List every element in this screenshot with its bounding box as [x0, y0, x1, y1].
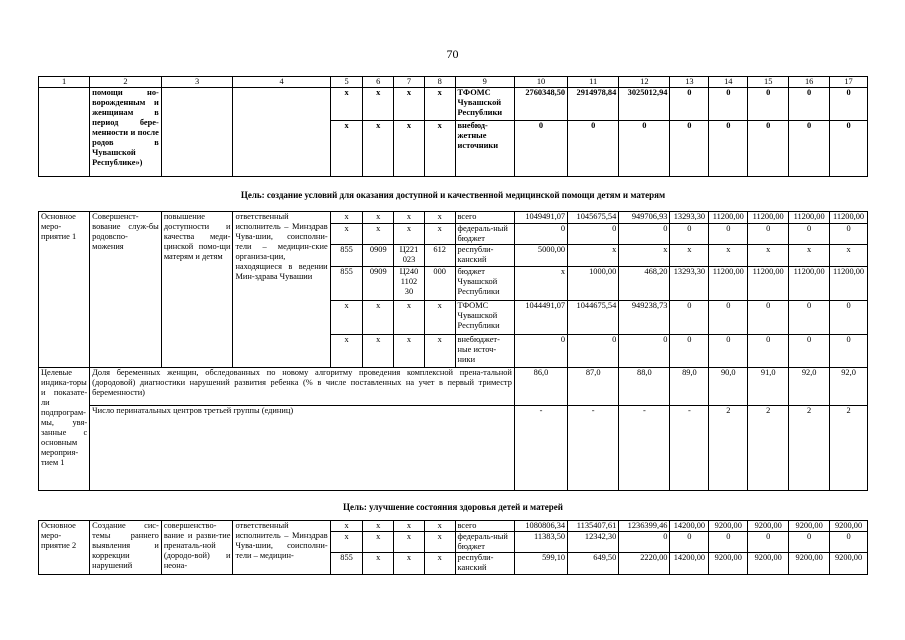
funding-value: 0	[670, 301, 709, 335]
cell: х	[424, 121, 455, 177]
event-name: помощи но-ворожденным и женщинам в период бере-менности и после родов в Чувашской Республике»)	[90, 88, 162, 177]
cell: х	[330, 121, 363, 177]
table-row	[39, 521, 868, 532]
funding-value: 0	[568, 224, 619, 245]
cell: 0	[789, 88, 830, 121]
column-header: 12	[619, 77, 670, 88]
indicator-value: 87,0	[568, 368, 619, 406]
funding-value: х	[748, 245, 789, 267]
funding-value: 0	[514, 335, 567, 368]
funding-value: 649,50	[568, 553, 619, 575]
budget-code: х	[394, 521, 425, 532]
funding-value: 11200,00	[789, 212, 830, 224]
funding-value: 11200,00	[709, 267, 748, 301]
cell: х	[330, 88, 363, 121]
header-row	[39, 77, 868, 88]
funding-value: 11200,00	[709, 212, 748, 224]
funding-value: 1045675,54	[568, 212, 619, 224]
funding-value: 0	[709, 224, 748, 245]
funding-value: 0	[830, 335, 868, 368]
table-row	[39, 121, 868, 177]
indicator-text: Доля беременных женщин, обследованных по новому алгоритму проведения комплексной прена-тальной (дородовой) диагностики нарушений развития ребенка (% в числе поставленных на учет в первый триместр беременности)	[90, 368, 515, 406]
funding-value: 1049491,07	[514, 212, 567, 224]
cell: 0	[789, 121, 830, 177]
funding-source: республи-канский	[455, 553, 514, 575]
funding-value: 13293,30	[670, 212, 709, 224]
budget-code: х	[330, 224, 363, 245]
budget-code: х	[330, 212, 363, 224]
funding-source: ТФОМС Чувашской Республики	[455, 301, 514, 335]
indicator-row	[39, 368, 868, 406]
indicator-text: Число перинатальных центров третьей группы (единиц)	[90, 406, 515, 491]
indicator-value: 2	[709, 406, 748, 491]
funding-value: 949706,93	[619, 212, 670, 224]
event-title: Основное меро-приятие 1	[39, 212, 90, 368]
column-header: 15	[748, 77, 789, 88]
indicators-title: Целевые индика-торы и показате-ли подпрограм-мы, увя-занные с основным мероприя-тием 1	[39, 368, 90, 491]
table-row	[39, 212, 868, 224]
budget-code: х	[330, 532, 363, 553]
column-header: 3	[161, 77, 233, 88]
funding-value: 468,20	[619, 267, 670, 301]
budget-code: х	[424, 521, 455, 532]
column-header: 8	[424, 77, 455, 88]
column-header: 14	[709, 77, 748, 88]
event-title: Основное меро-приятие 2	[39, 521, 90, 575]
funding-value: 0	[619, 532, 670, 553]
budget-code: х	[363, 553, 394, 575]
column-header: 2	[90, 77, 162, 88]
funding-value: 0	[619, 335, 670, 368]
funding-value: 0	[619, 224, 670, 245]
column-header: 4	[233, 77, 330, 88]
cell: 0	[709, 121, 748, 177]
funding-value: х	[670, 245, 709, 267]
cell: х	[394, 121, 425, 177]
indicator-value: 92,0	[830, 368, 868, 406]
column-header: 10	[514, 77, 567, 88]
indicator-value: -	[568, 406, 619, 491]
budget-code: 612	[424, 245, 455, 267]
budget-code: х	[363, 212, 394, 224]
cell: х	[363, 88, 394, 121]
funding-value: 1135407,61	[568, 521, 619, 532]
indicator-value: 90,0	[709, 368, 748, 406]
funding-value: 9200,00	[709, 553, 748, 575]
funding-value: 11383,50	[514, 532, 567, 553]
funding-value: 11200,00	[789, 267, 830, 301]
cell: 0	[514, 121, 567, 177]
event-result: повышение доступности и качества меди-цинской помо-щи матерям и детям	[161, 212, 233, 368]
indicator-value: -	[514, 406, 567, 491]
column-header: 17	[830, 77, 868, 88]
cell: х	[363, 121, 394, 177]
funding-value: 0	[709, 532, 748, 553]
budget-code: х	[394, 224, 425, 245]
budget-code: х	[363, 224, 394, 245]
funding-value: 1236399,46	[619, 521, 670, 532]
funding-value: 0	[748, 335, 789, 368]
funding-source: бюджет Чувашской Республики	[455, 267, 514, 301]
indicator-value: -	[670, 406, 709, 491]
budget-code: х	[330, 521, 363, 532]
funding-value: 2220,00	[619, 553, 670, 575]
funding-value: 949238,73	[619, 301, 670, 335]
funding-value: 12342,30	[568, 532, 619, 553]
event-executor: ответственный исполнитель – Минздрав Чува-шии, соисполни-тели – медицин-ские организа-ции, находящиеся в ведении Мин-здрава Чувашии	[233, 212, 330, 368]
column-header: 9	[455, 77, 514, 88]
budget-code: х	[363, 521, 394, 532]
budget-code: х	[330, 335, 363, 368]
funding-value: х	[568, 245, 619, 267]
budget-code: 855	[330, 245, 363, 267]
funding-value: 0	[748, 532, 789, 553]
funding-value: х	[830, 245, 868, 267]
event-name: Совершенст-вование служ-бы родовспо-можения	[90, 212, 162, 368]
cell: 0	[748, 88, 789, 121]
cell: 0	[670, 121, 709, 177]
budget-code: 855	[330, 267, 363, 301]
cell: внебюд-жетные источники	[455, 121, 514, 177]
budget-code: х	[424, 335, 455, 368]
indicator-value: 88,0	[619, 368, 670, 406]
cell: 0	[748, 121, 789, 177]
funding-value: х	[619, 245, 670, 267]
funding-value: 11200,00	[830, 212, 868, 224]
funding-source: всего	[455, 521, 514, 532]
funding-value: 0	[670, 532, 709, 553]
column-header: 16	[789, 77, 830, 88]
budget-code: х	[363, 532, 394, 553]
funding-value: 9200,00	[830, 553, 868, 575]
budget-code: х	[394, 212, 425, 224]
budget-code: х	[394, 335, 425, 368]
funding-value: 9200,00	[748, 521, 789, 532]
column-header: 6	[363, 77, 394, 88]
funding-value: 0	[830, 301, 868, 335]
event2-table	[38, 520, 868, 575]
column-header: 7	[394, 77, 425, 88]
indicator-value: 92,0	[789, 368, 830, 406]
cell: 0	[619, 121, 670, 177]
cell: 3025012,94	[619, 88, 670, 121]
budget-code: х	[424, 553, 455, 575]
indicator-value: -	[619, 406, 670, 491]
funding-value: 9200,00	[748, 553, 789, 575]
event-executor: ответственный исполнитель – Минздрав Чува-шии, соисполни-тели – медицин-	[233, 521, 330, 575]
funding-value: 0	[830, 532, 868, 553]
budget-code: Ц221 023	[394, 245, 425, 267]
cell: ТФОМС Чувашской Республики	[455, 88, 514, 121]
cell	[233, 88, 330, 121]
funding-value: 11200,00	[830, 267, 868, 301]
funding-value: 0	[670, 335, 709, 368]
cell	[39, 88, 90, 121]
budget-code: х	[363, 301, 394, 335]
budget-code: х	[424, 301, 455, 335]
cell: х	[394, 88, 425, 121]
funding-value: 0	[748, 301, 789, 335]
budget-code: х	[394, 553, 425, 575]
funding-value: 0	[709, 335, 748, 368]
indicator-row	[39, 406, 868, 491]
funding-value: 9200,00	[709, 521, 748, 532]
funding-source: федераль-ный бюджет	[455, 224, 514, 245]
budget-code: 0909	[363, 245, 394, 267]
budget-code: 000	[424, 267, 455, 301]
cell: 0	[830, 88, 868, 121]
funding-value: 0	[789, 224, 830, 245]
indicator-value: 86,0	[514, 368, 567, 406]
funding-value: 0	[830, 224, 868, 245]
event-name: Создание сис-темы раннего выявления и коррекции нарушений	[90, 521, 162, 575]
funding-value: 13293,30	[670, 267, 709, 301]
cell: 2760348,50	[514, 88, 567, 121]
budget-code: 0909	[363, 267, 394, 301]
cell: х	[424, 88, 455, 121]
cell: 0	[670, 88, 709, 121]
funding-value: 1080806,34	[514, 521, 567, 532]
funding-source: всего	[455, 212, 514, 224]
event1-table	[38, 211, 868, 491]
goal-heading-1: Цель: создание условий для оказания доступной и качественной медицинской помощи детям и матерям	[240, 190, 666, 200]
funding-value: х	[514, 267, 567, 301]
column-header: 13	[670, 77, 709, 88]
top-table	[38, 76, 868, 177]
indicator-value: 2	[830, 406, 868, 491]
event-result: совершенство-вание и разви-тие пренаталь-ной (дородо-вой) и неона-	[161, 521, 233, 575]
column-header: 5	[330, 77, 363, 88]
funding-value: 9200,00	[789, 521, 830, 532]
funding-value: 1044675,54	[568, 301, 619, 335]
funding-value: 0	[789, 532, 830, 553]
budget-code: х	[330, 301, 363, 335]
column-header: 1	[39, 77, 90, 88]
funding-value: 0	[709, 301, 748, 335]
funding-value: х	[789, 245, 830, 267]
funding-value: 599,10	[514, 553, 567, 575]
budget-code: х	[394, 532, 425, 553]
funding-value: 14200,00	[670, 553, 709, 575]
budget-code: х	[424, 212, 455, 224]
funding-source: внебюджет-ные источ-ники	[455, 335, 514, 368]
cell: 0	[568, 121, 619, 177]
funding-value: 0	[789, 335, 830, 368]
funding-value: х	[709, 245, 748, 267]
funding-value: 9200,00	[789, 553, 830, 575]
funding-value: 14200,00	[670, 521, 709, 532]
funding-value: 11200,00	[748, 212, 789, 224]
cell	[233, 121, 330, 177]
table-row	[39, 88, 868, 121]
cell	[39, 121, 90, 177]
funding-value: 0	[568, 335, 619, 368]
budget-code: 855	[330, 553, 363, 575]
budget-code: х	[424, 224, 455, 245]
funding-value: 0	[514, 224, 567, 245]
budget-code: х	[363, 335, 394, 368]
page-number: 70	[446, 47, 459, 61]
goal-heading-2: Цель: улучшение состояния здоровья детей и матерей	[343, 502, 563, 512]
funding-value: 11200,00	[748, 267, 789, 301]
funding-value: 1044491,07	[514, 301, 567, 335]
cell: 0	[830, 121, 868, 177]
indicator-value: 91,0	[748, 368, 789, 406]
budget-code: х	[424, 532, 455, 553]
indicator-value: 2	[748, 406, 789, 491]
budget-code: Ц240 1102 30	[394, 267, 425, 301]
funding-value: 9200,00	[830, 521, 868, 532]
funding-source: республи-канский	[455, 245, 514, 267]
funding-value: 1000,00	[568, 267, 619, 301]
funding-source: федераль-ный бюджет	[455, 532, 514, 553]
cell: 0	[709, 88, 748, 121]
funding-value: 0	[789, 301, 830, 335]
funding-value: 0	[748, 224, 789, 245]
column-header: 11	[568, 77, 619, 88]
funding-value: 0	[670, 224, 709, 245]
cell: 2914978,84	[568, 88, 619, 121]
budget-code: х	[394, 301, 425, 335]
indicator-value: 2	[789, 406, 830, 491]
cell	[161, 88, 233, 121]
indicator-value: 89,0	[670, 368, 709, 406]
cell	[161, 121, 233, 177]
funding-value: 5000,00	[514, 245, 567, 267]
